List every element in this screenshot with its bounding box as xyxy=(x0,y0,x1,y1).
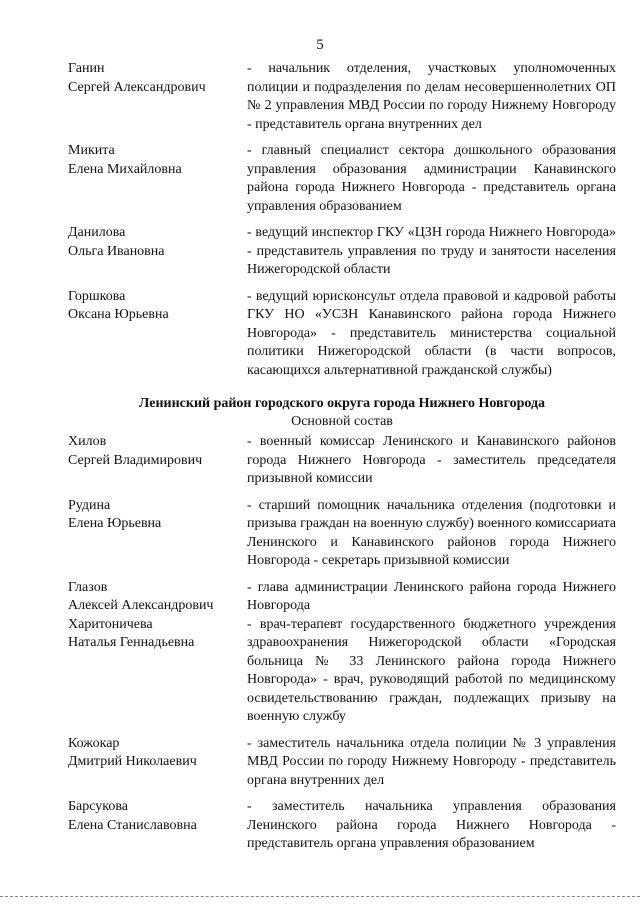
member-name xyxy=(68,798,247,854)
member-name xyxy=(68,579,247,616)
member-role: - глава администрации Ленинского района города Нижнего Новгорода xyxy=(247,579,616,613)
member-given-names: Алексей Александрович xyxy=(68,598,214,613)
page-content xyxy=(68,60,616,862)
member-role: - заместитель начальника отдела полиции № 3 управления МВД России по городу Нижнему Новгороду - представитель органа внутренних дел xyxy=(247,735,616,788)
member-surname: Горшкова xyxy=(68,288,126,304)
member-surname: Глазов xyxy=(68,579,108,595)
member-role: - главный специалист сектора дошкольного образования управления образования администрации Канавинского района города Нижнего Новгорода - представитель органа управления образованием xyxy=(247,143,616,214)
member-entry xyxy=(68,433,616,489)
member-name xyxy=(68,497,247,571)
member-entry xyxy=(68,616,616,727)
member-name xyxy=(68,60,247,134)
member-name xyxy=(68,142,247,216)
member-name xyxy=(68,433,247,489)
member-role: - ведущий юрисконсульт отдела правовой и кадровой работы ГКУ НО «УСЗН Канавинского района города Нижнего Новгорода» - представитель министерства социальной политики Нижегородской области (в части вопросов, касающихся альтернативной гражданской службы) xyxy=(247,288,616,378)
member-entry xyxy=(68,142,616,216)
member-surname: Хилов xyxy=(68,434,107,449)
member-given-names: Елена Михайловна xyxy=(68,161,182,177)
member-role: - заместитель начальника управления образования Ленинского района города Нижнего Новгорода - представитель органа управления образованием xyxy=(247,799,616,851)
member-given-names: Сергей Александрович xyxy=(68,79,206,95)
member-surname: Ганин xyxy=(68,61,105,76)
member-surname: Кожокар xyxy=(68,735,120,751)
page-bottom-divider xyxy=(0,896,640,897)
member-surname: Харитоничева xyxy=(68,616,153,632)
member-surname: Барсукова xyxy=(68,799,129,814)
member-role: - военный комиссар Ленинского и Канавинского районов города Нижнего Новгорода - заместитель председателя призывной комиссии xyxy=(247,434,616,486)
member-given-names: Ольга Ивановна xyxy=(68,243,165,259)
member-role: - начальник отделения, участковых уполномоченных полиции и подразделения по делам несовершеннолетних ОП № 2 управления МВД России по городу Нижнему Новгороду - представитель органа внутренних дел xyxy=(247,61,616,132)
member-given-names: Елена Станиславовна xyxy=(68,817,197,833)
member-given-names: Елена Юрьевна xyxy=(68,516,162,531)
member-entry xyxy=(68,288,616,381)
member-role: - ведущий инспектор ГКУ «ЦЗН города Нижнего Новгорода» - представитель управления по труду и занятости населения Нижегородской области xyxy=(247,225,616,277)
member-role: - старший помощник начальника отделения (подготовки и призыва граждан на военную службу) военного комиссариата Ленинского и Канавинского районов города Нижнего Новгорода - секретарь призывной комиссии xyxy=(247,497,616,568)
member-given-names: Оксана Юрьевна xyxy=(68,307,169,322)
member-name xyxy=(68,616,247,727)
member-given-names: Дмитрий Николаевич xyxy=(68,754,197,769)
member-given-names: Сергей Владимирович xyxy=(68,452,203,468)
member-entry xyxy=(68,224,616,280)
section-subtitle: Основной состав xyxy=(291,414,393,429)
section-title: Ленинский район городского округа города Нижнего Новгорода xyxy=(138,396,546,411)
page-number: 5 xyxy=(316,37,324,53)
member-entry xyxy=(68,798,616,854)
member-name xyxy=(68,224,247,280)
member-entry xyxy=(68,497,616,571)
member-entry xyxy=(68,60,616,134)
member-surname: Рудина xyxy=(68,497,111,513)
member-name xyxy=(68,735,247,791)
member-given-names: Наталья Геннадьевна xyxy=(68,635,195,650)
member-surname: Микита xyxy=(68,143,115,158)
member-name xyxy=(68,288,247,381)
member-surname: Данилова xyxy=(68,225,126,240)
member-entry xyxy=(68,579,616,616)
member-entry xyxy=(68,735,616,791)
member-role: - врач-терапевт государственного бюджетного учреждения здравоохранения Нижегородской области «Городская больница № 33 Ленинского района города Нижнего Новгорода» - врач, руководящий работой по медицинскому освидетельствованию граждан, подлежащих призыву на военную службу xyxy=(247,616,616,724)
